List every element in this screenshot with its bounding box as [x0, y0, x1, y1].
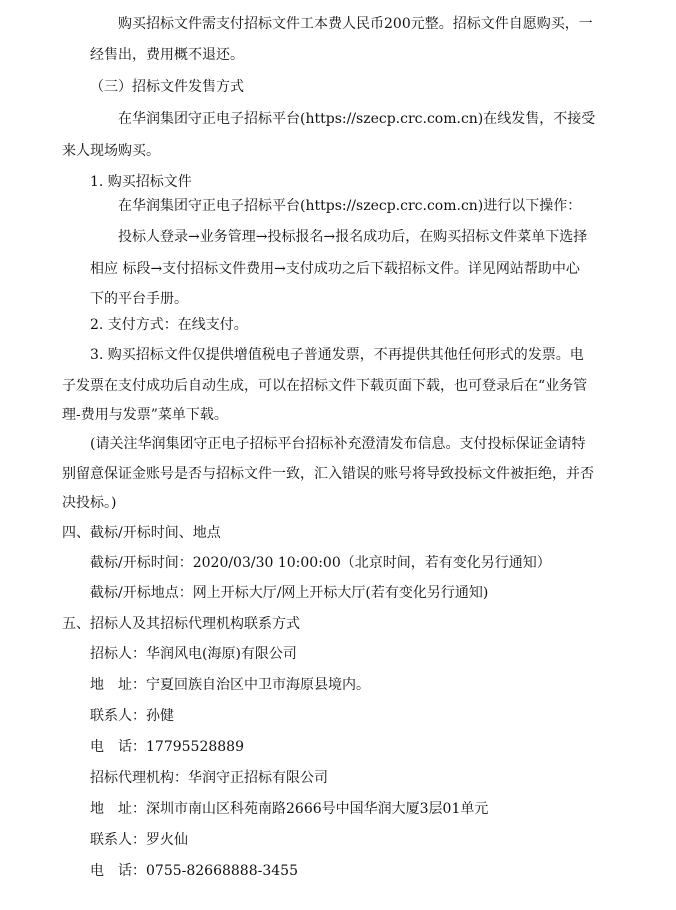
procedure-line-3: 下的平台手册。 [90, 291, 188, 307]
procedure-line-1: 投标人登录→业务管理→投标报名→报名成功后，在购买招标文件菜单下选择 [118, 229, 588, 245]
tenderer-contact: 联系人：孙健 [90, 708, 174, 724]
tenderer-address: 地 址：宁夏回族自治区中卫市海原县境内。 [90, 677, 370, 693]
section-5-heading: 五、招标人及其招标代理机构联系方式 [62, 616, 300, 632]
agency-name: 招标代理机构：华润守正招标有限公司 [90, 770, 328, 786]
notice-line-1: (请关注华润集团守正电子招标平台招标补充澄清发布信息。支付投标保证金请特 [90, 436, 586, 452]
sale-method-line-2: 来人现场购买。 [62, 143, 160, 159]
section-4-heading: 四、截标/开标时间、地点 [62, 525, 221, 541]
tenderer-name: 招标人：华润风电(海原)有限公司 [90, 646, 297, 662]
item-3-line-3: 理-费用与发票”菜单下载。 [62, 407, 228, 423]
fee-paragraph-line-2: 经售出，费用概不退还。 [90, 47, 244, 63]
agency-phone: 电 话：0755-82668888-3455 [90, 863, 298, 879]
fee-paragraph-line-1: 购买招标文件需支付招标文件工本费人民币200元整。招标文件自愿购买，一 [118, 16, 593, 32]
procedure-line-2: 相应 标段→支付招标文件费用→支付成功之后下载招标文件。详见网站帮助中心 [90, 261, 580, 277]
notice-line-3: 决投标。) [62, 495, 117, 511]
section-3-heading: （三）招标文件发售方式 [90, 79, 244, 95]
notice-line-2: 别留意保证金账号是否与招标文件一致，汇入错误的账号将导致投标文件被拒绝，并否 [62, 466, 594, 482]
item-3-line-2: 子发票在支付成功后自动生成，可以在招标文件下载页面下载，也可登录后在“业务管 [62, 378, 588, 394]
item-1-platform-line: 在华润集团守正电子招标平台(https://szecp.crc.com.cn)进行以下操作： [118, 198, 582, 214]
tenderer-phone: 电 话：17795528889 [90, 739, 244, 755]
item-1-heading: 1. 购买招标文件 [90, 174, 192, 190]
agency-contact: 联系人：罗火仙 [90, 832, 188, 848]
agency-address: 地 址：深圳市南山区科苑南路2666号中国华润大厦3层01单元 [90, 801, 489, 817]
item-3-line-1: 3. 购买招标文件仅提供增值税电子普通发票，不再提供其他任何形式的发票。电 [90, 347, 584, 363]
item-2-payment-method: 2. 支付方式：在线支付。 [90, 317, 248, 333]
bid-opening-location: 截标/开标地点：网上开标大厅/网上开标大厅(若有变化另行通知) [90, 585, 489, 601]
sale-method-line-1: 在华润集团守正电子招标平台(https://szecp.crc.com.cn)在线发售，不接受 [118, 111, 596, 127]
bid-opening-time: 截标/开标时间：2020/03/30 10:00:00（北京时间，若有变化另行通知） [90, 555, 551, 571]
